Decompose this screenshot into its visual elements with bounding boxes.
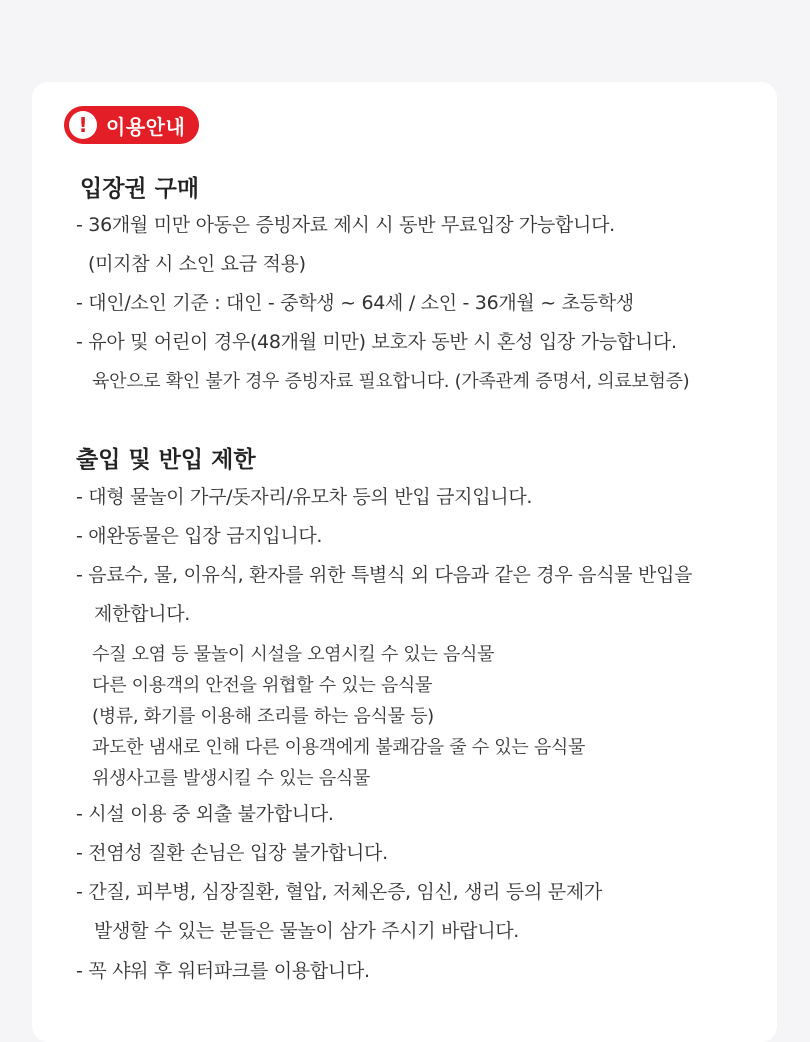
list-item: 발생할 수 있는 분들은 물놀이 삼가 주시기 바랍니다.: [94, 920, 520, 942]
list-item: - 시설 이용 중 외출 불가합니다.: [76, 803, 334, 825]
list-item: - 36개월 미만 아동은 증빙자료 제시 시 동반 무료입장 가능합니다.: [76, 214, 615, 236]
list-item: - 음료수, 물, 이유식, 환자를 위한 특별식 외 다음과 같은 경우 음식물 반입을: [76, 564, 693, 586]
list-item: - 유아 및 어린이 경우(48개월 미만) 보호자 동반 시 혼성 입장 가능합니다.: [76, 331, 677, 353]
list-item: - 애완동물은 입장 금지입니다.: [76, 525, 323, 547]
list-item: - 대형 물놀이 가구/돗자리/유모차 등의 반입 금지입니다.: [76, 486, 533, 508]
section-heading-restriction: 출입 및 반입 제한: [76, 447, 256, 473]
list-item: 제한합니다.: [94, 603, 191, 625]
list-item: (병류, 화기를 이용해 조리를 하는 음식물 등): [92, 706, 434, 727]
list-item: 수질 오염 등 물놀이 시설을 오염시킬 수 있는 음식물: [92, 644, 495, 665]
section-heading-ticket: 입장권 구매: [80, 176, 200, 202]
info-card: [32, 82, 777, 1042]
list-item: (미지참 시 소인 요금 적용): [88, 253, 306, 275]
list-item: - 전염성 질환 손님은 입장 불가합니다.: [76, 842, 388, 864]
badge-label: 이용안내: [106, 114, 186, 139]
list-item: 육안으로 확인 불가 경우 증빙자료 필요합니다. (가족관계 증명서, 의료보험증): [92, 371, 690, 392]
list-item: 위생사고를 발생시킬 수 있는 음식물: [92, 768, 371, 789]
usage-guide-badge: [64, 106, 199, 144]
list-item: 다른 이용객의 안전을 위협할 수 있는 음식물: [92, 675, 433, 696]
list-item: - 대인/소인 기준 : 대인 - 중학생 ~ 64세 / 소인 - 36개월 ~ 초등학생: [76, 292, 634, 314]
list-item: - 꼭 샤워 후 워터파크를 이용합니다.: [76, 960, 370, 982]
exclamation-icon: !: [69, 111, 97, 139]
list-item: 과도한 냄새로 인해 다른 이용객에게 불쾌감을 줄 수 있는 음식물: [92, 737, 586, 758]
list-item: - 간질, 피부병, 심장질환, 혈압, 저체온증, 임신, 생리 등의 문제가: [76, 881, 602, 903]
